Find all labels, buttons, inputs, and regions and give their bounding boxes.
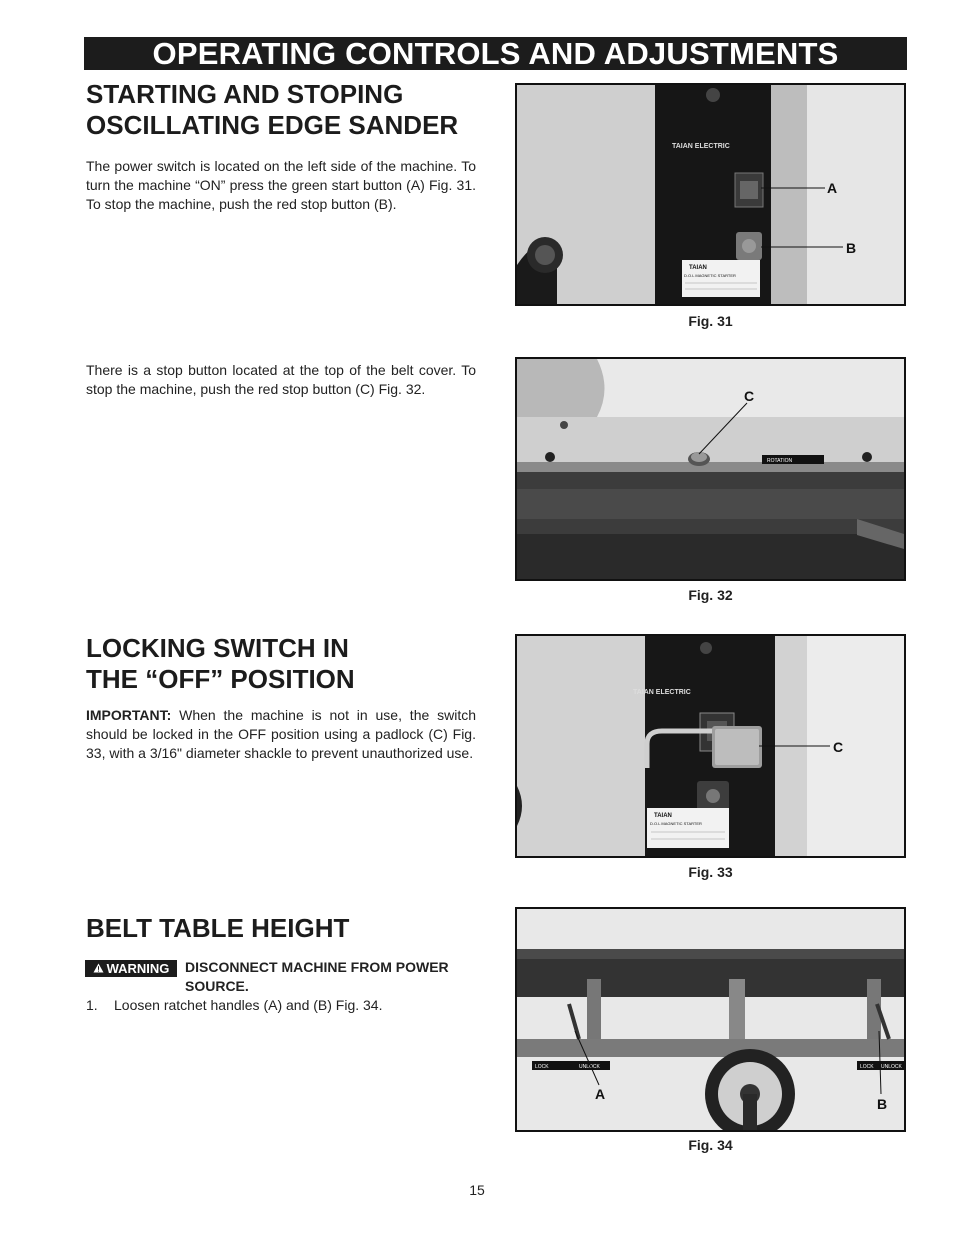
plate-title: D.O.L MAGNETIC STARTER <box>650 821 702 826</box>
brand-label: TAIAN ELECTRIC <box>633 689 691 696</box>
unlock-label-right: UNLOCK <box>881 1064 902 1070</box>
label-b: B <box>877 1096 888 1112</box>
paragraph-belt-cover-stop: There is a stop button located at the top of the belt cover. To stop the machine, push the red stop button (C) Fig. 32. <box>86 362 476 397</box>
heading-locking-switch: LOCKING SWITCH IN THE “OFF” POSITION <box>86 633 355 694</box>
warning-disconnect-text: DISCONNECT MACHINE FROM POWER SOURCE. <box>185 959 449 994</box>
brand-label: TAIAN ELECTRIC <box>672 143 730 150</box>
figure-31-switch-box <box>515 83 906 306</box>
plate-brand: TAIAN <box>689 265 707 271</box>
heading-starting-stopping: STARTING AND STOPING OSCILLATING EDGE SANDER <box>86 79 459 140</box>
unlock-label-left: UNLOCK <box>579 1064 600 1070</box>
paragraph-power-switch: The power switch is located on the left side of the machine. To turn the machine “ON” press the green start button (A) Fig. 31. To stop the machine, push the red stop button (B). <box>86 158 476 212</box>
label-b: B <box>846 240 857 256</box>
warning-badge <box>85 960 177 977</box>
step-text: Loosen ratchet handles (A) and (B) Fig. 34. <box>114 997 383 1013</box>
caption-fig-33: Fig. 33 <box>688 864 733 880</box>
lock-label-right: LOCK <box>860 1064 874 1070</box>
figure-32-belt-cover <box>515 357 906 581</box>
step-1 <box>86 996 382 1015</box>
paragraph-padlock <box>86 706 476 763</box>
warning-label: WARNING <box>106 961 170 976</box>
label-a: A <box>827 180 838 196</box>
warning-triangle-icon <box>93 960 104 977</box>
caption-fig-31: Fig. 31 <box>688 313 733 329</box>
figure-33-padlocked-switch <box>515 634 906 858</box>
rotation-label: ROTATION <box>767 458 793 464</box>
label-a: A <box>595 1086 606 1102</box>
label-c: C <box>833 739 844 755</box>
figure-34-belt-table <box>515 907 906 1132</box>
page-number: 15 <box>469 1182 485 1198</box>
caption-fig-32: Fig. 32 <box>688 587 733 603</box>
caption-fig-34: Fig. 34 <box>688 1137 733 1153</box>
plate-title: D.O.L MAGNETIC STARTER <box>684 273 736 278</box>
padlock-text: When the machine is not in use, the switch should be locked in the OFF position using a padlock (C) Fig. 33, with a 3/16" diameter shackle to prevent unauthorized use. <box>86 707 476 761</box>
step-number: 1. <box>86 997 98 1013</box>
page-banner-title: OPERATING CONTROLS AND ADJUSTMENTS <box>84 37 907 70</box>
plate-brand: TAIAN <box>654 813 672 819</box>
lock-label-left: LOCK <box>535 1064 549 1070</box>
heading-belt-table-height: BELT TABLE HEIGHT <box>86 913 350 943</box>
label-c: C <box>744 388 755 404</box>
important-label: IMPORTANT: <box>86 707 172 723</box>
